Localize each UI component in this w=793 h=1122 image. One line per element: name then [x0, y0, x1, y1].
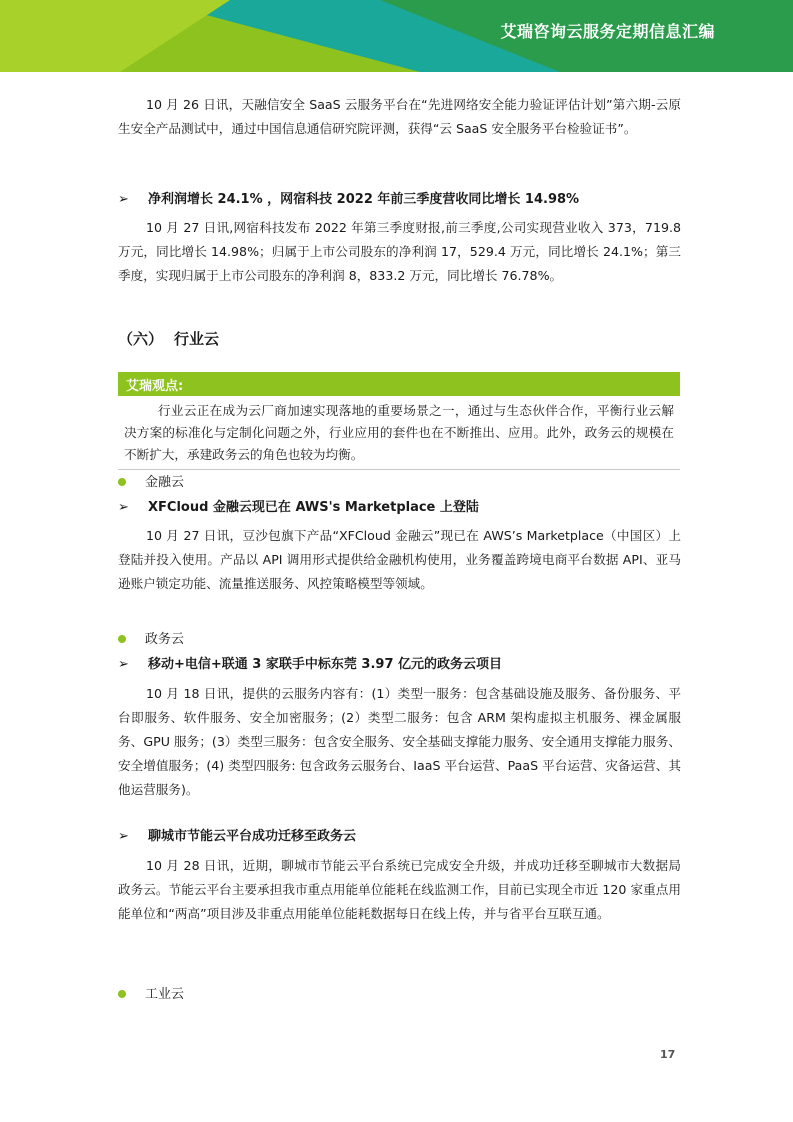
page-header: [0, 0, 793, 72]
section-title: [118, 328, 219, 350]
news-heading-dongguan: [118, 655, 681, 675]
arrow-bullet-icon: ➢: [118, 657, 129, 672]
news-heading-liaocheng: [118, 827, 681, 847]
bullet-label: 工业云: [145, 987, 185, 1002]
page-number: 17: [660, 1048, 676, 1061]
viewpoint-label-bar: [118, 372, 680, 396]
news-heading-text: 聊城市节能云平台成功迁移至政务云: [148, 829, 357, 844]
bullet-label: 金融云: [145, 475, 185, 490]
news-heading-wangsu: [118, 190, 681, 210]
bullet-label: 政务云: [145, 632, 185, 647]
news-heading-text: XFCloud 金融云现已在 AWS's Marketplace 上登陆: [148, 500, 479, 515]
viewpoint-label: 艾瑞观点:: [126, 379, 184, 394]
news-body-dongguan: 10 月 18 日讯，提供的云服务内容有：(1）类型一服务：包含基础设施及服务、备份服务、平台即服务、软件服务、安全加密服务；(2）类型二服务：包含 ARM 架构虚拟主机服务、裸金属服务、GPU 服务；(3）类型三服务：包含安全服务、安全基础支撑能力服务、安全通用支撑能力服务、安全增值服务；(4) 类型四服务: 包含政务云服务台、IaaS 平台运营、PaaS 平台运营、灾备运营、其他运营服务)。: [118, 686, 681, 797]
section-number: （六）: [118, 330, 164, 348]
green-dot-icon: [118, 635, 126, 643]
header-title: 艾瑞咨询云服务定期信息汇编: [500, 22, 715, 41]
section-title-text: 行业云: [174, 330, 220, 348]
bullet-finance-cloud: [118, 473, 184, 493]
arrow-bullet-icon: ➢: [118, 829, 129, 844]
bullet-industrial-cloud: [118, 985, 184, 1005]
bullet-gov-cloud: [118, 630, 184, 650]
viewpoint-divider: [118, 469, 680, 470]
news-body-liaocheng: 10 月 28 日讯，近期，聊城市节能云平台系统已完成安全升级，并成功迁移至聊城市大数据局政务云。节能云平台主要承担我市重点用能单位能耗在线监测工作，目前已实现全市近 120 家重点用能单位和“两高”项目涉及非重点用能单位能耗数据每日在线上传，并与省平台互联互通。: [118, 858, 681, 921]
news-body-xfcloud: 10 月 27 日讯，豆沙包旗下产品“XFCloud 金融云”现已在 AWS’s Marketplace（中国区）上登陆并投入使用。产品以 API 调用形式提供给金融机构使用，业务覆盖跨境电商平台数据 API、亚马逊账户锁定功能、流量推送服务、风控策略模型等领域。: [118, 528, 681, 591]
news-body-wangsu: 10 月 27 日讯,网宿科技发布 2022 年第三季度财报,前三季度,公司实现营业收入 373，719.8 万元，同比增长 14.98%；归属于上市公司股东的净利润 17，529.4 万元，同比增长 24.1%；第三季度，实现归属于上市公司股东的净利润 8，833.2 万元，同比增长 76.78%。: [118, 220, 681, 283]
viewpoint-text: 行业云正在成为云厂商加速实现落地的重要场景之一，通过与生态伙伴合作，平衡行业云解决方案的标准化与定制化问题之外，行业应用的套件也在不断推出、应用。此外，政务云的规模在不断扩大，承建政务云的角色也较为均衡。: [124, 403, 674, 462]
news-heading-text: 净利润增长 24.1% ，网宿科技 2022 年前三季度营收同比增长 14.98%: [148, 192, 580, 207]
intro-paragraph: 10 月 26 日讯，天融信安全 SaaS 云服务平台在“先进网络安全能力验证评估计划”第六期-云原生安全产品测试中，通过中国信息通信研究院评测，获得“云 SaaS 安全服务平台检验证书”。: [118, 97, 681, 136]
arrow-bullet-icon: ➢: [118, 192, 129, 207]
green-dot-icon: [118, 990, 126, 998]
arrow-bullet-icon: ➢: [118, 500, 129, 515]
news-heading-xfcloud: [118, 498, 681, 518]
green-dot-icon: [118, 478, 126, 486]
news-heading-text: 移动+电信+联通 3 家联手中标东莞 3.97 亿元的政务云项目: [148, 657, 503, 672]
